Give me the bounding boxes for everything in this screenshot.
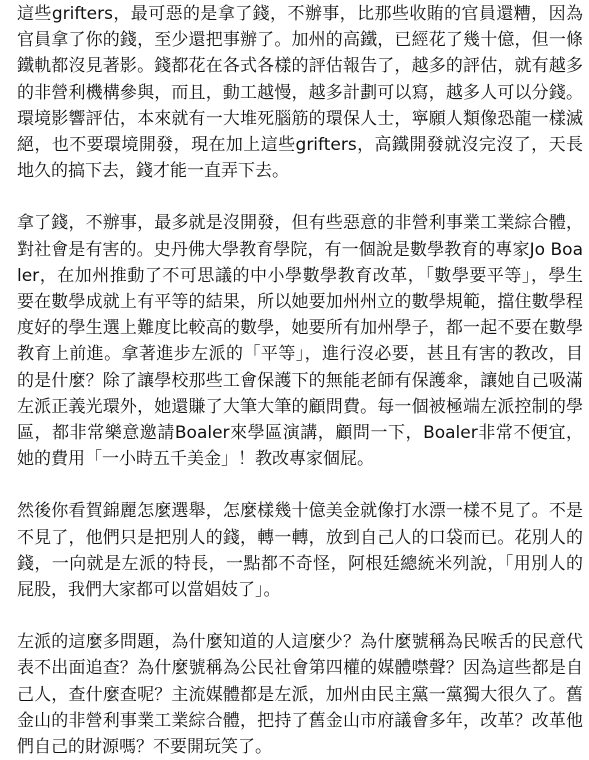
paragraph-election-spending: 然後你看賀錦麗怎麼選舉，怎麼樣幾十億美金就像打水漂一樣不見了。不是不見了，他們只是把別人的錢，轉一轉，放到自己人的口袋而已。花別人的錢，一向就是左派的特長，一點都不奇怪，阿根廷總統米列說，「用別人的屁股，我們大家都可以當娼妓了」。	[17, 501, 583, 601]
paragraph-media-and-accountability: 左派的這麼多問題，為什麼知道的人這麼少？為什麼號稱為民喉舌的民意代表不出面追查？為什麼號稱為公民社會第四權的媒體噤聲？因為這些都是自己人，查什麼查呢？主流媒體都是左派，加州由民主黨一黨獨大很久了。舊金山的非營利事業工業綜合體，把持了舊金山市府議會多年，改革？改革他們自己的財源嗎？不要開玩笑了。	[17, 632, 583, 758]
paragraph-math-education-reform: 拿了錢，不辦事，最多就是沒開發，但有些惡意的非營利事業工業綜合體，對社會是有害的。史丹佛大學教育學院，有一個說是數學教育的專家Jo Boaler，在加州推動了不可思議的中小學數學教育改革，「數學要平等」，學生要在數學成就上有平等的結果，所以她要加州州立的數學規範，擋住數學程度好的學生選上難度比較高的數學，她要所有加州學子，都一起不要在數學教育上前進。拿著進步左派的「平等」，進行沒必要，甚且有害的教改，目的是什麼？除了讓學校那些工會保護下的無能老師有保護傘，讓她自己吸滿左派正義光環外，她還賺了大筆大筆的顧問費。每一個被極端左派控制的學區，都非常樂意邀請Boaler來學區演講，顧問一下，Boaler非常不便宜，她的費用「一小時五千美金」！教改專家個屁。	[17, 213, 583, 470]
article-body	[17, 1, 583, 760]
paragraph-grifters-high-speed-rail: 這些grifters，最可惡的是拿了錢，不辦事，比那些收賄的官員還糟，因為官員拿了你的錢，至少還把事辦了。加州的高鐵，已經花了幾十億，但一條鐵軌都沒見著影。錢都花在各式各樣的評估報告了，越多的評估，就有越多的非營利機構參與，而且，動工越慢，越多計劃可以寫，越多人可以分錢。環境影響評估，本來就有一大堆死腦筋的環保人士，寧願人類像恐龍一樣滅絕，也不要環境開發，現在加上這些grifters，高鐵開發就沒完沒了，天長地久的搞下去，錢才能一直弄下去。	[17, 4, 583, 182]
